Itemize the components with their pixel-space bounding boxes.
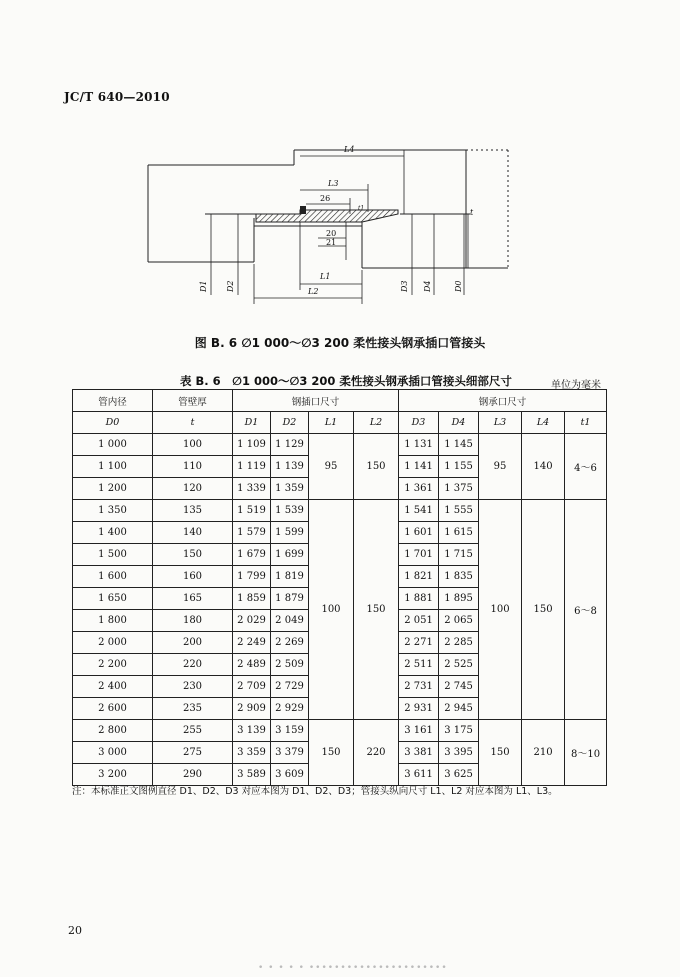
label-D1: D1	[199, 280, 208, 292]
table-row	[73, 500, 607, 522]
figure-caption: 图 B. 6 ∅1 000～∅3 200 柔性接头钢承插口管接头	[194, 336, 486, 350]
table-row	[73, 434, 607, 456]
cell-d2: 1 129	[271, 434, 309, 456]
cell-d4: 2 285	[439, 632, 479, 654]
cell-d0: 1 600	[73, 566, 153, 588]
cell-t: 110	[153, 456, 233, 478]
label-21: 21	[326, 238, 337, 247]
cell-t1: 8～10	[565, 720, 607, 786]
header-wall: 管壁厚	[153, 390, 233, 412]
cell-t: 165	[153, 588, 233, 610]
cell-d4: 1 555	[439, 500, 479, 522]
cell-d4: 1 375	[439, 478, 479, 500]
cell-L1: 95	[309, 434, 354, 500]
label-20: 20	[326, 229, 337, 238]
cell-d0: 1 350	[73, 500, 153, 522]
cell-d2: 2 509	[271, 654, 309, 676]
cell-L3: 100	[479, 500, 522, 720]
cell-d0: 2 600	[73, 698, 153, 720]
label-t1: t1	[358, 205, 365, 212]
cell-d0: 1 400	[73, 522, 153, 544]
cell-L2: 150	[354, 434, 399, 500]
cell-d4: 2 065	[439, 610, 479, 632]
label-L3: L3	[328, 179, 339, 188]
cell-d4: 1 145	[439, 434, 479, 456]
header-D3: D3	[399, 412, 439, 434]
cell-d2: 1 359	[271, 478, 309, 500]
footer-marks: • • • • • ••••••••••••••••••••••	[258, 963, 448, 973]
cell-t: 235	[153, 698, 233, 720]
cell-d1: 1 799	[233, 566, 271, 588]
header-socket: 钢承口尺寸	[399, 390, 607, 412]
cell-d1: 1 679	[233, 544, 271, 566]
cell-d1: 3 589	[233, 764, 271, 786]
cell-d2: 1 879	[271, 588, 309, 610]
cell-t: 160	[153, 566, 233, 588]
cell-d0: 1 650	[73, 588, 153, 610]
header-row-1	[73, 390, 607, 412]
cell-t: 200	[153, 632, 233, 654]
cell-d3: 1 361	[399, 478, 439, 500]
header-t1: t1	[565, 412, 607, 434]
cell-d2: 1 819	[271, 566, 309, 588]
cell-d4: 2 945	[439, 698, 479, 720]
cell-d2: 3 159	[271, 720, 309, 742]
table-title: 表 B. 6 ∅1 000～∅3 200 柔性接头钢承插口管接头细部尺寸	[180, 374, 512, 388]
header-D4: D4	[439, 412, 479, 434]
label-D3: D3	[400, 280, 409, 292]
cell-L3: 150	[479, 720, 522, 786]
cell-d4: 1 715	[439, 544, 479, 566]
standard-code: JC/T 640—2010	[64, 90, 170, 104]
cell-d4: 1 615	[439, 522, 479, 544]
cell-d2: 1 539	[271, 500, 309, 522]
cell-d2: 3 379	[271, 742, 309, 764]
cell-d3: 2 931	[399, 698, 439, 720]
cell-d3: 2 731	[399, 676, 439, 698]
cell-d3: 1 601	[399, 522, 439, 544]
cell-d0: 2 200	[73, 654, 153, 676]
cell-L2: 220	[354, 720, 399, 786]
cell-d2: 2 269	[271, 632, 309, 654]
cell-L2: 150	[354, 500, 399, 720]
table-row	[73, 720, 607, 742]
label-26: 26	[320, 194, 331, 203]
cell-d1: 2 249	[233, 632, 271, 654]
cell-d3: 2 511	[399, 654, 439, 676]
header-D1: D1	[233, 412, 271, 434]
cell-d1: 2 709	[233, 676, 271, 698]
label-D0: D0	[454, 280, 463, 292]
header-L3: L3	[479, 412, 522, 434]
cell-d4: 1 155	[439, 456, 479, 478]
header-D0: D0	[73, 412, 153, 434]
label-t: t	[470, 208, 474, 217]
label-L4-top: L4	[344, 145, 355, 154]
cell-t: 150	[153, 544, 233, 566]
cell-d3: 2 271	[399, 632, 439, 654]
cell-d1: 1 119	[233, 456, 271, 478]
cell-d1: 1 859	[233, 588, 271, 610]
header-D2: D2	[271, 412, 309, 434]
cell-d0: 1 800	[73, 610, 153, 632]
cell-d0: 1 100	[73, 456, 153, 478]
cell-L3: 95	[479, 434, 522, 500]
cell-d3: 1 141	[399, 456, 439, 478]
cell-d1: 1 109	[233, 434, 271, 456]
cell-t: 220	[153, 654, 233, 676]
cell-t: 255	[153, 720, 233, 742]
cell-d2: 2 929	[271, 698, 309, 720]
cell-d4: 2 745	[439, 676, 479, 698]
label-D4: D4	[423, 280, 432, 292]
cell-L4: 150	[522, 500, 565, 720]
header-row-2	[73, 412, 607, 434]
cell-d2: 2 729	[271, 676, 309, 698]
cell-d0: 2 000	[73, 632, 153, 654]
cell-d1: 2 489	[233, 654, 271, 676]
cell-d1: 3 139	[233, 720, 271, 742]
header-spigot: 钢插口尺寸	[233, 390, 399, 412]
cell-d2: 3 609	[271, 764, 309, 786]
page-number: 20	[68, 924, 82, 937]
cell-d1: 1 519	[233, 500, 271, 522]
unit-note: 单位为毫米	[551, 380, 601, 391]
cell-d1: 2 909	[233, 698, 271, 720]
cell-L4: 140	[522, 434, 565, 500]
cell-d3: 1 821	[399, 566, 439, 588]
cell-d3: 3 381	[399, 742, 439, 764]
cell-d2: 1 139	[271, 456, 309, 478]
cell-t: 120	[153, 478, 233, 500]
label-D2: D2	[226, 280, 235, 292]
header-L2: L2	[354, 412, 399, 434]
pipe-joint-drawing	[0, 0, 680, 330]
cell-d0: 3 200	[73, 764, 153, 786]
cell-d0: 2 800	[73, 720, 153, 742]
cell-d2: 1 599	[271, 522, 309, 544]
cell-t1: 6～8	[565, 500, 607, 720]
cell-d3: 1 701	[399, 544, 439, 566]
header-L4: L4	[522, 412, 565, 434]
cell-d0: 1 500	[73, 544, 153, 566]
cell-d4: 3 395	[439, 742, 479, 764]
cell-d0: 2 400	[73, 676, 153, 698]
cell-t: 275	[153, 742, 233, 764]
cell-d0: 1 000	[73, 434, 153, 456]
cell-t: 230	[153, 676, 233, 698]
cell-d3: 3 611	[399, 764, 439, 786]
cell-d0: 1 200	[73, 478, 153, 500]
cell-d1: 1 339	[233, 478, 271, 500]
header-L1: L1	[309, 412, 354, 434]
dimension-table	[72, 389, 607, 786]
cell-d4: 3 175	[439, 720, 479, 742]
cell-d1: 1 579	[233, 522, 271, 544]
cell-d3: 3 161	[399, 720, 439, 742]
cell-t: 135	[153, 500, 233, 522]
cell-d3: 2 051	[399, 610, 439, 632]
header-inner-dia: 管内径	[73, 390, 153, 412]
header-t: t	[153, 412, 233, 434]
cell-d4: 1 835	[439, 566, 479, 588]
label-L1: L1	[320, 272, 331, 281]
cell-t: 290	[153, 764, 233, 786]
cell-t1: 4～6	[565, 434, 607, 500]
cell-L1: 150	[309, 720, 354, 786]
cell-d0: 3 000	[73, 742, 153, 764]
cell-L1: 100	[309, 500, 354, 720]
footnote: 注：本标准正文图例直径 D1、D2、D3 对应本图为 D1、D2、D3；管接头纵向尺寸 L1、L2 对应本图为 L1、L3。	[72, 786, 558, 797]
cell-d1: 3 359	[233, 742, 271, 764]
cell-d2: 1 699	[271, 544, 309, 566]
cell-t: 100	[153, 434, 233, 456]
label-L2: L2	[308, 287, 319, 296]
cell-L4: 210	[522, 720, 565, 786]
cell-d1: 2 029	[233, 610, 271, 632]
cell-d2: 2 049	[271, 610, 309, 632]
cell-d3: 1 541	[399, 500, 439, 522]
cell-t: 180	[153, 610, 233, 632]
cell-d4: 2 525	[439, 654, 479, 676]
cell-d3: 1 131	[399, 434, 439, 456]
cell-t: 140	[153, 522, 233, 544]
cell-d3: 1 881	[399, 588, 439, 610]
cell-d4: 1 895	[439, 588, 479, 610]
cell-d4: 3 625	[439, 764, 479, 786]
